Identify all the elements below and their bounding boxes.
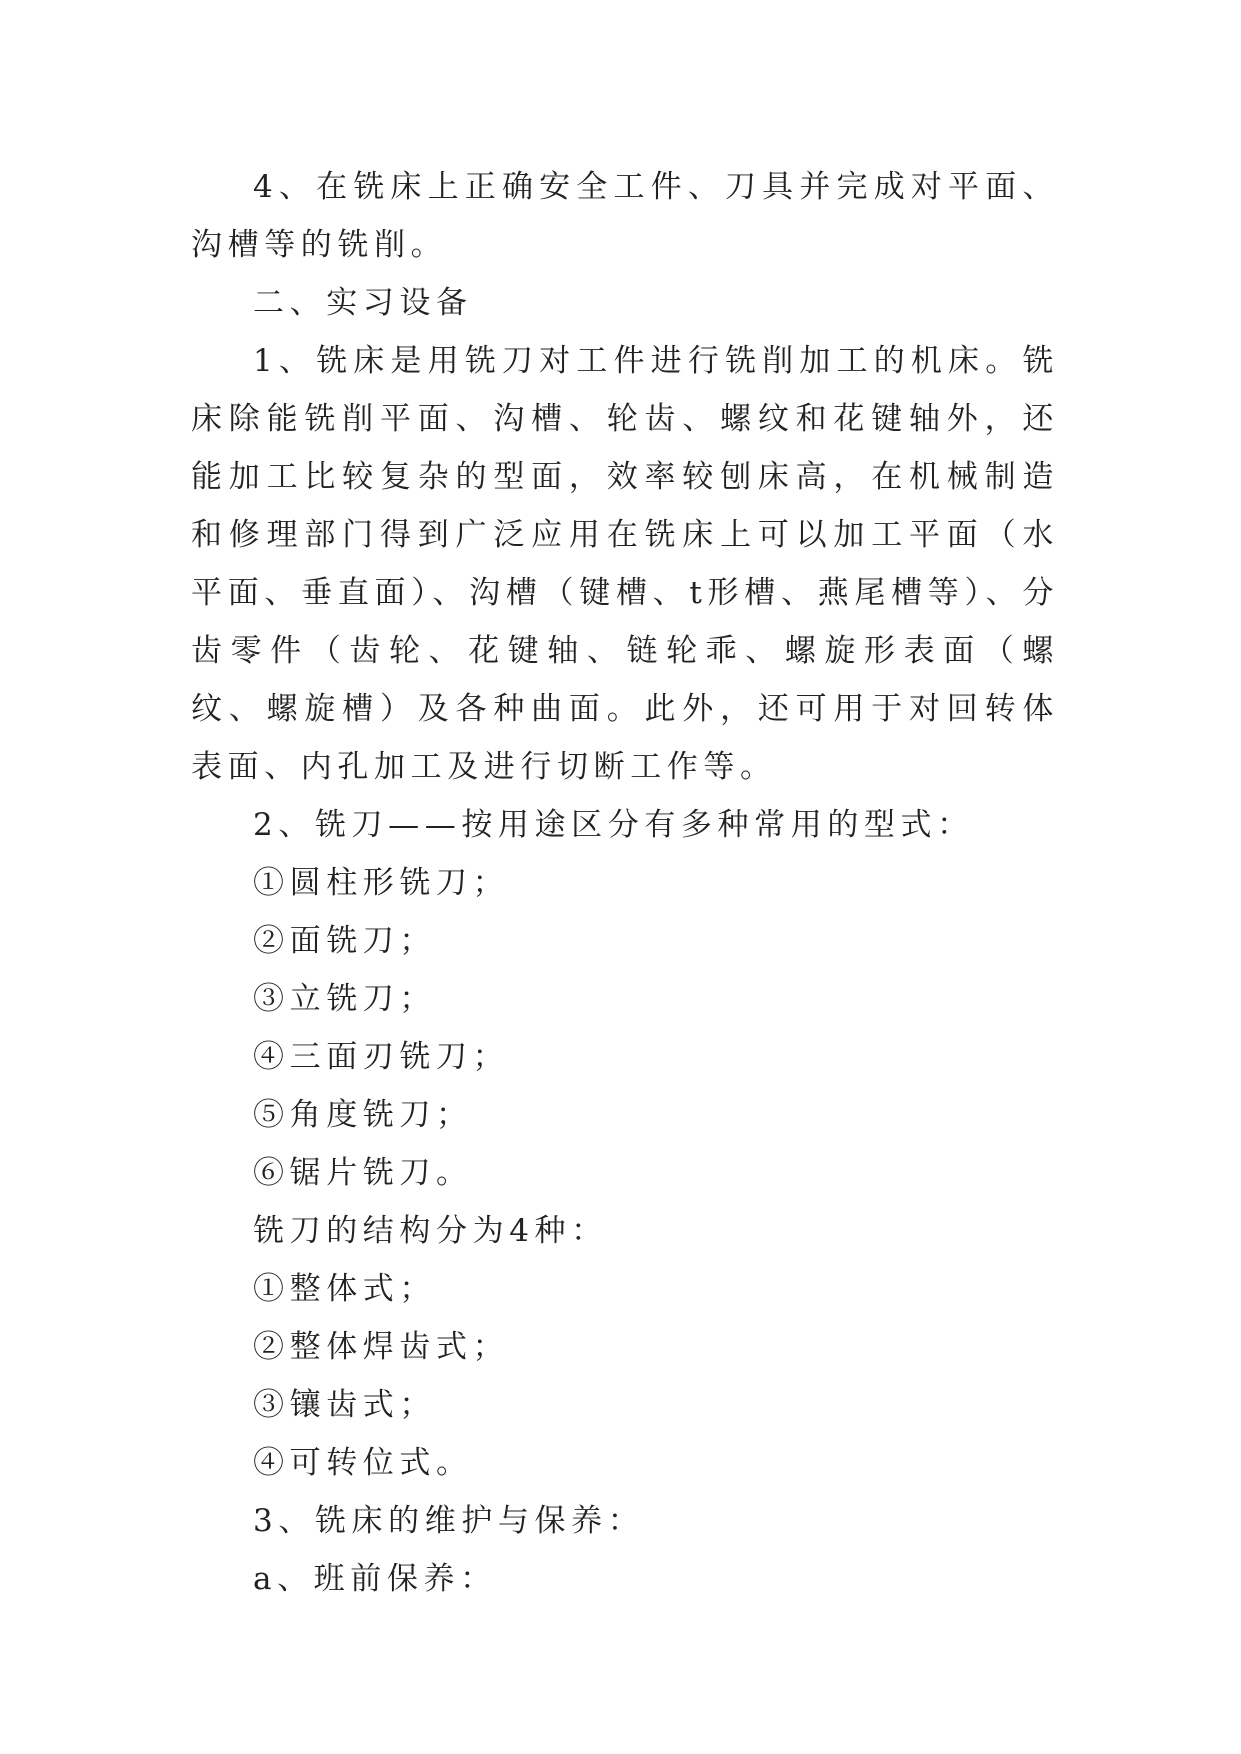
paragraph-pre-shift-maintenance: a、班前保养： bbox=[253, 1561, 497, 1597]
list-item-cutter-type-2: ②面铣刀； bbox=[253, 923, 436, 959]
list-item-cutter-type-5: ⑤角度铣刀； bbox=[253, 1097, 473, 1133]
paragraph-milling-machine: 1、铣床是用铣刀对工件进行铣削加工的机床。铣床除能铣削平面、沟槽、轮齿、螺纹和花键轴外，还能加工比较复杂的型面，效率较刨床高，在机械制造和修理部门得到广泛应用在铣床上可以加工平面（水平面、垂直面）、沟槽（键槽、t形槽、燕尾槽等）、分齿零件（齿轮、花键轴、链轮乖、螺旋形表面（螺纹、螺旋槽）及各种曲面。此外，还可用于对回转体表面、内孔加工及进行切断工作等。 bbox=[191, 343, 1059, 785]
list-item-cutter-type-3: ③立铣刀； bbox=[253, 981, 436, 1017]
paragraph-milling-cutter-types: 2、铣刀——按用途区分有多种常用的型式： bbox=[253, 807, 974, 843]
paragraph-cutter-structure: 铣刀的结构分为4种： bbox=[253, 1213, 608, 1249]
list-item-structure-2: ②整体焊齿式； bbox=[253, 1329, 510, 1365]
list-item-structure-3: ③镶齿式； bbox=[253, 1387, 436, 1423]
paragraph-objective-4: 4、在铣床上正确安全工件、刀具并完成对平面、沟槽等的铣削。 bbox=[191, 169, 1059, 263]
list-item-cutter-type-4: ④三面刃铣刀； bbox=[253, 1039, 510, 1075]
list-item-structure-4: ④可转位式。 bbox=[253, 1445, 473, 1481]
paragraph-maintenance: 3、铣床的维护与保养： bbox=[253, 1503, 645, 1539]
document-body bbox=[191, 158, 1059, 1608]
list-item-cutter-type-1: ①圆柱形铣刀； bbox=[253, 865, 510, 901]
list-item-structure-1: ①整体式； bbox=[253, 1271, 436, 1307]
section-heading-equipment: 二、实习设备 bbox=[253, 285, 473, 321]
list-item-cutter-type-6: ⑥锯片铣刀。 bbox=[253, 1155, 473, 1191]
